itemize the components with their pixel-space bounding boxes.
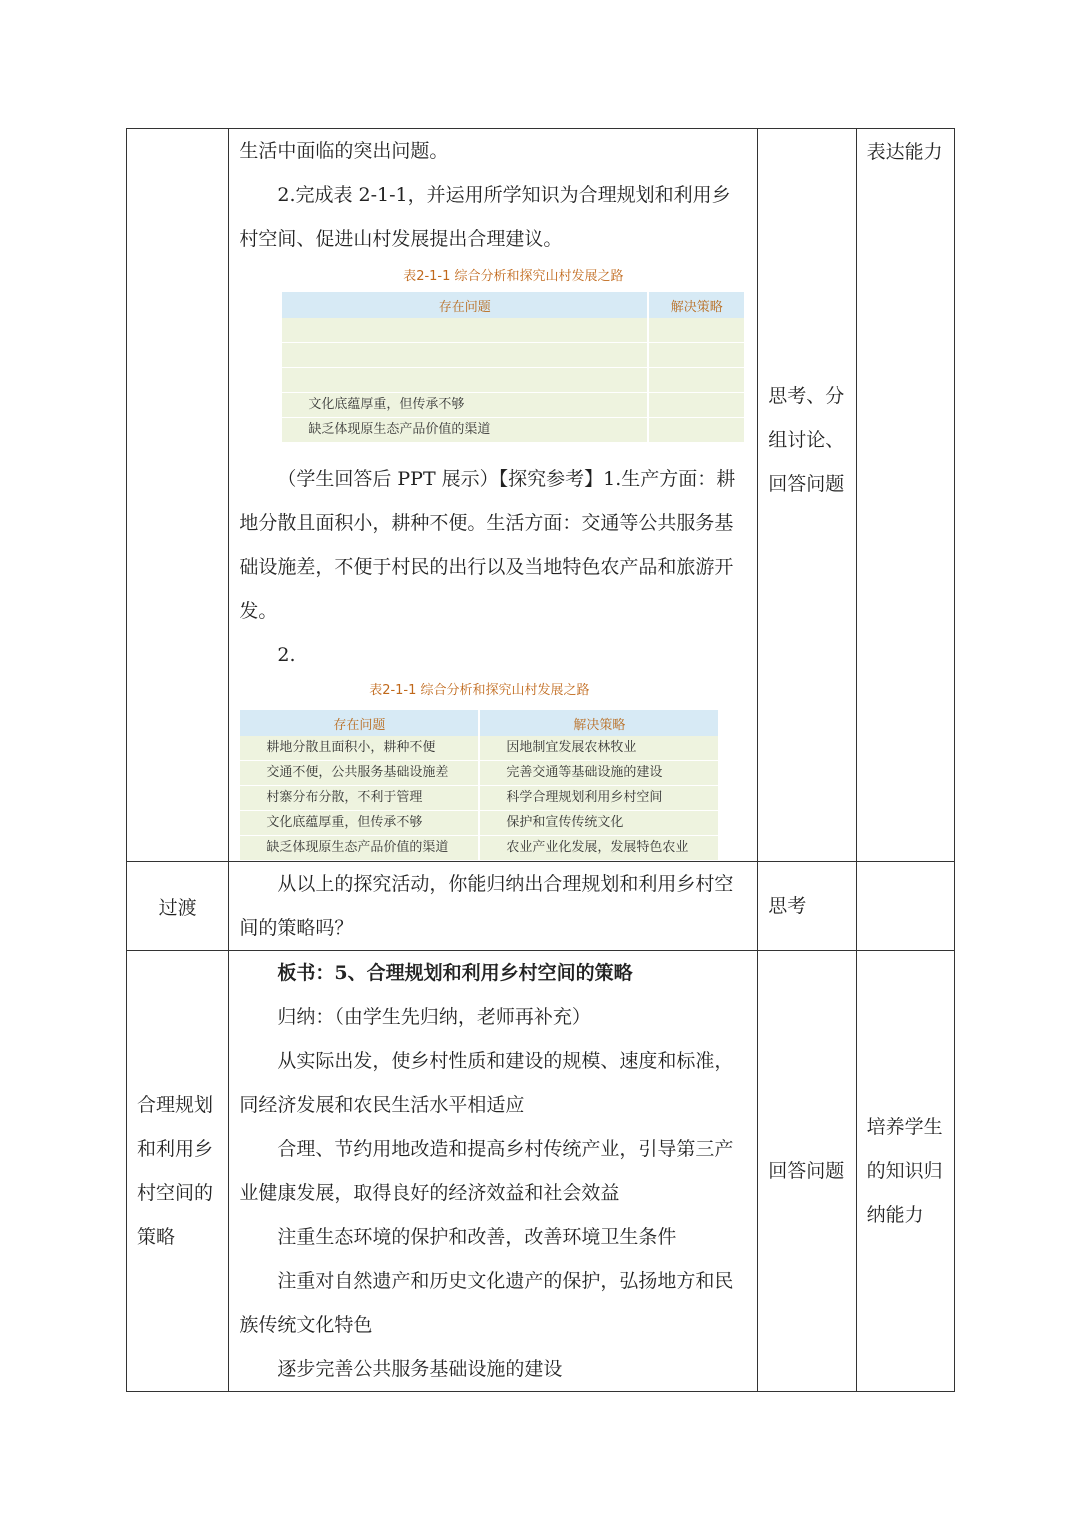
row2-col2-cell bbox=[229, 862, 758, 951]
table-row bbox=[240, 786, 718, 811]
table-cell: 完善交通等基础设施的建设 bbox=[479, 761, 718, 786]
table-row bbox=[282, 418, 744, 443]
row3-col3-cell bbox=[758, 951, 856, 1392]
table-2-1-1-blank bbox=[282, 267, 744, 443]
table-row bbox=[127, 951, 955, 1392]
table-row bbox=[127, 862, 955, 951]
table-cell: 缺乏体现原生态产品价值的渠道 bbox=[240, 836, 479, 861]
table-cell: 村寨分布分散，不利于管理 bbox=[240, 786, 479, 811]
row2-col1-cell bbox=[127, 862, 229, 951]
row1-line1: 生活中面临的突出问题。 bbox=[239, 140, 449, 162]
table-header-strategies: 解决策略 bbox=[648, 292, 744, 318]
row2-stage: 过渡 bbox=[158, 896, 197, 919]
row3-stage: 合理规划和利用乡村空间的策略 bbox=[137, 1094, 214, 1248]
table-title: 表2-1-1 综合分析和探究山村发展之路 bbox=[403, 269, 624, 284]
table-cell: 交通不便，公共服务基础设施差 bbox=[240, 761, 479, 786]
row1-activity: 思考、分组讨论、回答问题 bbox=[768, 385, 845, 495]
table-header-problems: 存在问题 bbox=[240, 710, 479, 736]
table-cell bbox=[648, 393, 744, 418]
row1-ability: 表达能力 bbox=[866, 141, 943, 163]
table-cell bbox=[648, 418, 744, 443]
strategy-point: 逐步完善公共服务基础设施的建设 bbox=[277, 1358, 563, 1380]
table-cell bbox=[282, 318, 648, 343]
table-cell bbox=[648, 368, 744, 393]
board-heading: 板书：5、合理规划和利用乡村空间的策略 bbox=[277, 962, 633, 984]
row3-col4-cell bbox=[856, 951, 954, 1392]
answer-reference: （学生回答后 PPT 展示）【探究参考】1.生产方面：耕地分散且面积小，耕种不便。生活方面：交通等公共服务基础设施差，不便于村民的出行以及当地特色农产品和旅游开发。 bbox=[239, 468, 736, 622]
table-cell bbox=[648, 343, 744, 368]
strategy-point: 注重生态环境的保护和改善，改善环境卫生条件 bbox=[277, 1226, 677, 1248]
table-cell: 因地制宜发展农林牧业 bbox=[479, 736, 718, 761]
table-cell bbox=[648, 318, 744, 343]
row3-col1-cell bbox=[127, 951, 229, 1392]
table-cell: 农业产业化发展，发展特色农业 bbox=[479, 836, 718, 861]
strategy-point: 合理、节约用地改造和提高乡村传统产业，引导第三产业健康发展，取得良好的经济效益和社会效益 bbox=[239, 1138, 734, 1204]
table-cell: 缺乏体现原生态产品价值的渠道 bbox=[282, 418, 648, 443]
table-row bbox=[240, 736, 718, 761]
table-cell: 耕地分散且面积小，耕种不便 bbox=[240, 736, 479, 761]
answer-num-2: 2. bbox=[277, 644, 296, 666]
table-row bbox=[282, 318, 744, 343]
table-cell: 文化底蕴厚重，但传承不够 bbox=[240, 811, 479, 836]
row3-ability: 培养学生的知识归纳能力 bbox=[866, 1116, 943, 1226]
table-cell: 科学合理规划利用乡村空间 bbox=[479, 786, 718, 811]
table-header-problems: 存在问题 bbox=[282, 292, 648, 318]
row1-col1-cell bbox=[127, 129, 229, 862]
table-header-strategies: 解决策略 bbox=[479, 710, 718, 736]
summary-line: 归纳：（由学生先归纳，老师再补充） bbox=[277, 1006, 591, 1028]
filled-strategies-table bbox=[240, 710, 718, 861]
row2-activity: 思考 bbox=[768, 895, 807, 917]
table-cell bbox=[282, 343, 648, 368]
row3-activity: 回答问题 bbox=[768, 1160, 845, 1182]
lesson-plan-table bbox=[126, 128, 955, 1392]
row1-task: 2.完成表 2-1-1，并运用所学知识为合理规划和利用乡村空间、促进山村发展提出合理建议。 bbox=[239, 184, 731, 250]
row2-question: 从以上的探究活动，你能归纳出合理规划和利用乡村空间的策略吗？ bbox=[239, 873, 734, 939]
strategy-point: 从实际出发，使乡村性质和建设的规模、速度和标准，同经济发展和农民生活水平相适应 bbox=[239, 1050, 734, 1116]
table-2-1-1-filled bbox=[240, 681, 718, 861]
strategy-point: 注重对自然遗产和历史文化遗产的保护，弘扬地方和民族传统文化特色 bbox=[239, 1270, 734, 1336]
table-row bbox=[127, 129, 955, 862]
row3-col2-cell bbox=[229, 951, 758, 1392]
table-cell bbox=[282, 368, 648, 393]
table-title: 表2-1-1 综合分析和探究山村发展之路 bbox=[369, 683, 590, 698]
table-cell: 保护和宣传传统文化 bbox=[479, 811, 718, 836]
blank-problems-table bbox=[282, 292, 744, 443]
table-row bbox=[240, 836, 718, 861]
row2-col3-cell bbox=[758, 862, 856, 951]
row1-col2-cell bbox=[229, 129, 758, 862]
table-row bbox=[240, 811, 718, 836]
row2-col4-cell bbox=[856, 862, 954, 951]
table-row bbox=[282, 393, 744, 418]
row1-col3-cell bbox=[758, 129, 856, 862]
table-row bbox=[282, 343, 744, 368]
table-row bbox=[282, 368, 744, 393]
table-cell: 文化底蕴厚重，但传承不够 bbox=[282, 393, 648, 418]
table-row bbox=[240, 761, 718, 786]
row1-col4-cell bbox=[856, 129, 954, 862]
